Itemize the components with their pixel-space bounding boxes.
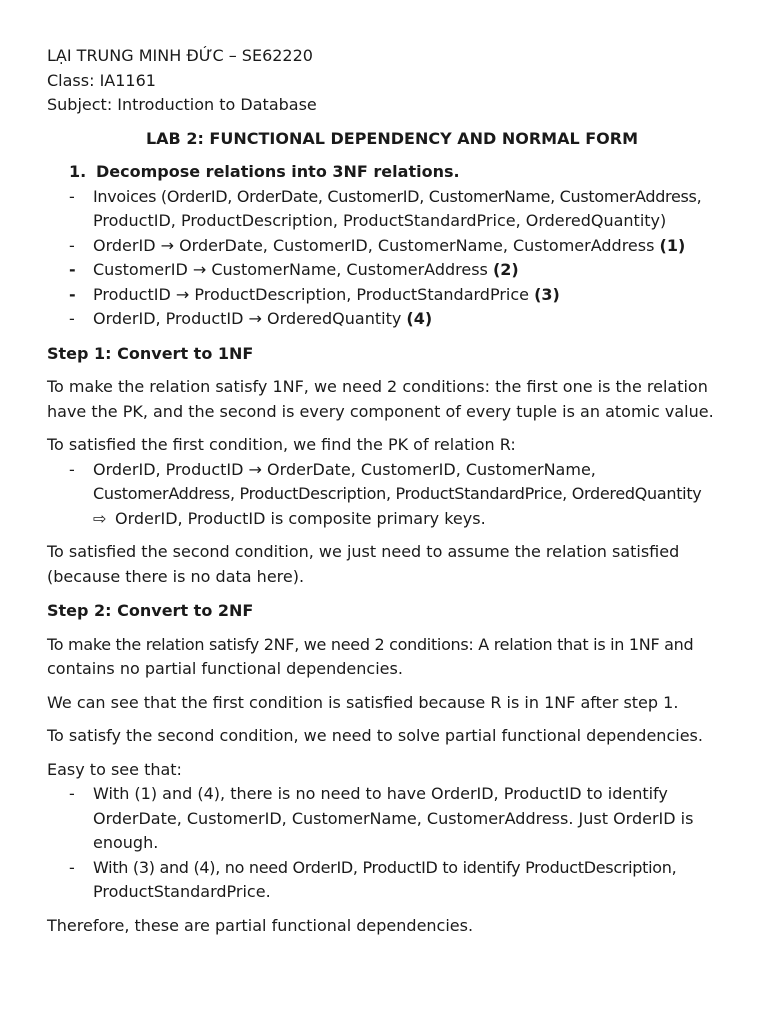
text-line: With (3) and (4), no need OrderID, ProductID to identify ProductDescription, (93, 857, 677, 877)
dash-marker: - (69, 857, 75, 877)
fd-list (47, 185, 737, 332)
step1-paragraph-2: To satisfied the first condition, we find the PK of relation R: (47, 435, 516, 454)
relation-line-2: ProductID, ProductDescription, ProductStandardPrice, OrderedQuantity) (93, 211, 667, 230)
text-line: ProductStandardPrice. (93, 882, 271, 901)
class-line: Class: IA1161 (47, 70, 156, 90)
text-line: To satisfied the second condition, we just need to assume the relation satisfied (47, 542, 680, 561)
step2-paragraph-1 (47, 633, 737, 682)
dash-marker: - (69, 235, 75, 255)
fd-text: OrderID, ProductID → OrderedQuantity (93, 309, 407, 328)
list-item (47, 234, 737, 259)
section-heading-text: Decompose relations into 3NF relations. (96, 162, 460, 181)
document-page (47, 44, 737, 938)
list-item (47, 185, 737, 234)
step1-paragraph-3 (47, 540, 737, 589)
list-item (47, 283, 737, 308)
implies-arrow-icon: ⇨ (93, 508, 107, 528)
text-line: To make the relation satisfy 1NF, we need 2 conditions: the first one is the relation (47, 377, 708, 396)
fd-text: ProductID → ProductDescription, ProductStandardPrice (93, 284, 535, 304)
fd-tag: (2) (492, 260, 519, 279)
fd-tag: (4) (406, 309, 433, 328)
dash-marker: - (69, 260, 76, 279)
author-line: LẠI TRUNG MINH ĐỨC – SE62220 (47, 46, 313, 65)
relation-line-1: Invoices (OrderID, OrderDate, CustomerID, CustomerName, CustomerAddress, (93, 186, 702, 206)
fd-text: OrderID → OrderDate, CustomerID, CustomerName, CustomerAddress (93, 235, 660, 255)
text-line: With (1) and (4), there is no need to have OrderID, ProductID to identify (93, 784, 668, 803)
pk-list (47, 458, 737, 532)
step2-heading: Step 2: Convert to 2NF (47, 601, 254, 620)
section-heading (47, 160, 737, 185)
step2-paragraph-4: Easy to see that: (47, 759, 182, 779)
list-item (47, 458, 737, 532)
step2-paragraph-2: We can see that the first condition is satisfied because R is in 1NF after step 1. (47, 692, 679, 712)
implication-line (93, 507, 737, 532)
list-item (47, 782, 737, 856)
step2-paragraph-3: To satisfy the second condition, we need to solve partial functional dependencies. (47, 726, 703, 745)
step2-paragraph-5: Therefore, these are partial functional dependencies. (47, 915, 474, 935)
text-line: To make the relation satisfy 2NF, we need 2 conditions: A relation that is in 1NF and (47, 634, 694, 654)
fd-tag: (1) (659, 235, 686, 255)
list-item (47, 258, 737, 283)
dash-marker: - (69, 459, 75, 479)
step1-heading: Step 1: Convert to 1NF (47, 343, 254, 363)
partial-fd-list (47, 782, 737, 905)
implication-text: OrderID, ProductID is composite primary keys. (115, 508, 486, 528)
fd-tag: (3) (534, 284, 560, 304)
fd-text: CustomerID → CustomerName, CustomerAddress (93, 260, 493, 279)
dash-marker: - (69, 784, 75, 803)
dash-marker: - (69, 186, 75, 206)
section-number: 1. (69, 162, 87, 181)
list-item (47, 307, 737, 332)
dash-marker: - (69, 284, 76, 304)
dash-marker: - (69, 309, 75, 328)
fd-line-1: OrderID, ProductID → OrderDate, CustomerID, CustomerName, (93, 459, 596, 479)
step1-paragraph-1 (47, 375, 737, 424)
text-line: (because there is no data here). (47, 566, 305, 586)
fd-line-2: CustomerAddress, ProductDescription, ProductStandardPrice, OrderedQuantity (93, 484, 702, 503)
list-item (47, 856, 737, 905)
text-line: contains no partial functional dependencies. (47, 659, 403, 678)
text-line: enough. (93, 833, 159, 852)
page-title: LAB 2: FUNCTIONAL DEPENDENCY AND NORMAL FORM (145, 128, 639, 148)
subject-line: Subject: Introduction to Database (47, 95, 317, 114)
text-line: have the PK, and the second is every component of every tuple is an atomic value. (47, 401, 714, 421)
text-line: OrderDate, CustomerID, CustomerName, CustomerAddress. Just OrderID is (93, 808, 694, 828)
